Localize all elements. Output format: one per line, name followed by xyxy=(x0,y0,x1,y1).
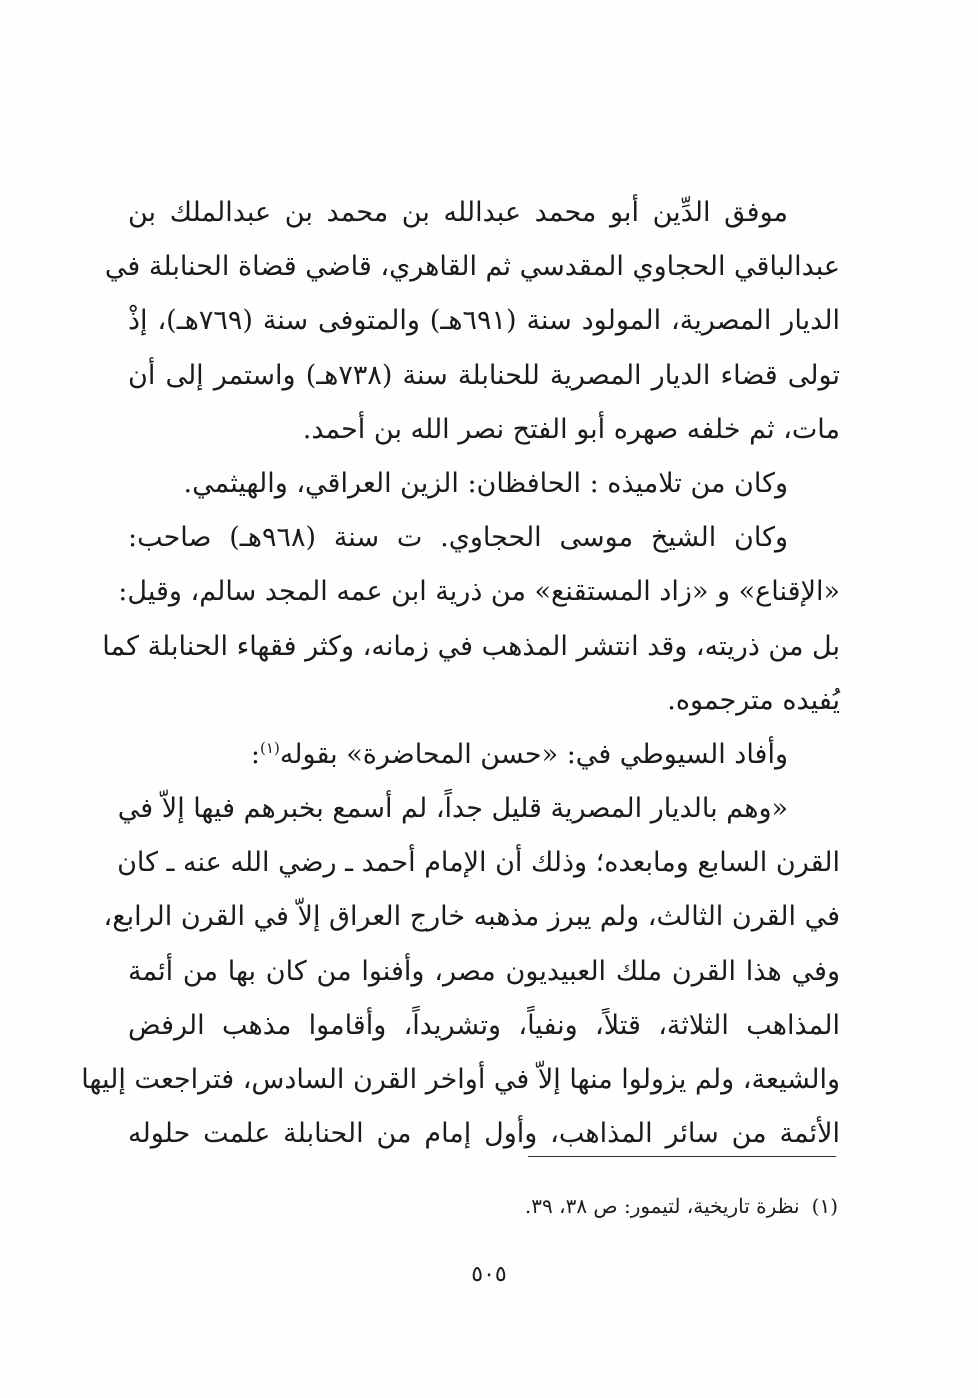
footnote-number: (١) xyxy=(811,1194,838,1218)
footnote-reference[interactable]: (١) xyxy=(260,738,280,757)
quote-intro-text: وأفاد السيوطي في: «حسن المحاضرة» بقوله xyxy=(279,738,788,770)
text-line: المذاهب الثلاثة، قتلاً، ونفياً، وتشريداً، وأقاموا مذهب الرفض xyxy=(128,1009,840,1041)
text-line: تولى قضاء الديار المصرية للحنابلة سنة (٧٣٨هـ) واستمر إلى أن xyxy=(128,359,840,391)
page-number: ٥٠٥ xyxy=(471,1262,507,1287)
footnote-separator xyxy=(528,1156,836,1157)
text-line: يُفيده مترجموه. xyxy=(667,684,840,716)
text-line: «وهم بالديار المصرية قليل جداً، لم أسمع بخبرهم فيها إلاّ في xyxy=(117,793,788,825)
text-line: وكان الشيخ موسى الحجاوي. ت سنة (٩٦٨هـ) صاحب: xyxy=(128,522,788,554)
text-line: الأئمة من سائر المذاهب، وأول إمام من الحنابلة علمت حلوله xyxy=(128,1118,840,1150)
main-text xyxy=(81,186,840,1161)
footnote xyxy=(238,1192,838,1220)
text-line: موفق الدِّين أبو محمد عبدالله بن محمد بن عبدالملك بن xyxy=(128,197,788,228)
text-line: بل من ذريته، وقد انتشر المذهب في زمانه، وكثر فقهاء الحنابلة كما xyxy=(102,630,840,662)
text-line-with-footnote-ref xyxy=(128,728,840,782)
quote-intro-colon: : xyxy=(250,738,261,770)
text-line: «الإقناع» و «زاد المستقنع» من ذرية ابن عمه المجد سالم، وقيل: xyxy=(118,576,840,608)
text-line: مات، ثم خلفه صهره أبو الفتح نصر الله بن أحمد. xyxy=(302,413,840,445)
text-line: وكان من تلاميذه : الحافظان: الزين العراقي، والهيثمي. xyxy=(183,467,788,499)
footnote-text: نظرة تاريخية، لتيمور: ص ٣٨، ٣٩. xyxy=(524,1194,800,1218)
text-line: الديار المصرية، المولود سنة (٦٩١هـ) والمتوفى سنة (٧٦٩هـ)، إذْ xyxy=(128,305,840,337)
text-line: عبدالباقي الحجاوي المقدسي ثم القاهري، قاضي قضاة الحنابلة في xyxy=(104,251,840,283)
text-line: القرن السابع ومابعده؛ وذلك أن الإمام أحمد ـ رضي الله عنه ـ كان xyxy=(117,847,840,879)
text-line: في القرن الثالث، ولم يبرز مذهبه خارج العراق إلاّ في القرن الرابع، xyxy=(103,901,840,933)
text-line: وفي هذا القرن ملك العبيديون مصر، وأفنوا من كان بها من أئمة xyxy=(128,955,840,987)
text-line: والشيعة، ولم يزولوا منها إلاّ في أواخر القرن السادس، فتراجعت إليها xyxy=(81,1064,840,1095)
